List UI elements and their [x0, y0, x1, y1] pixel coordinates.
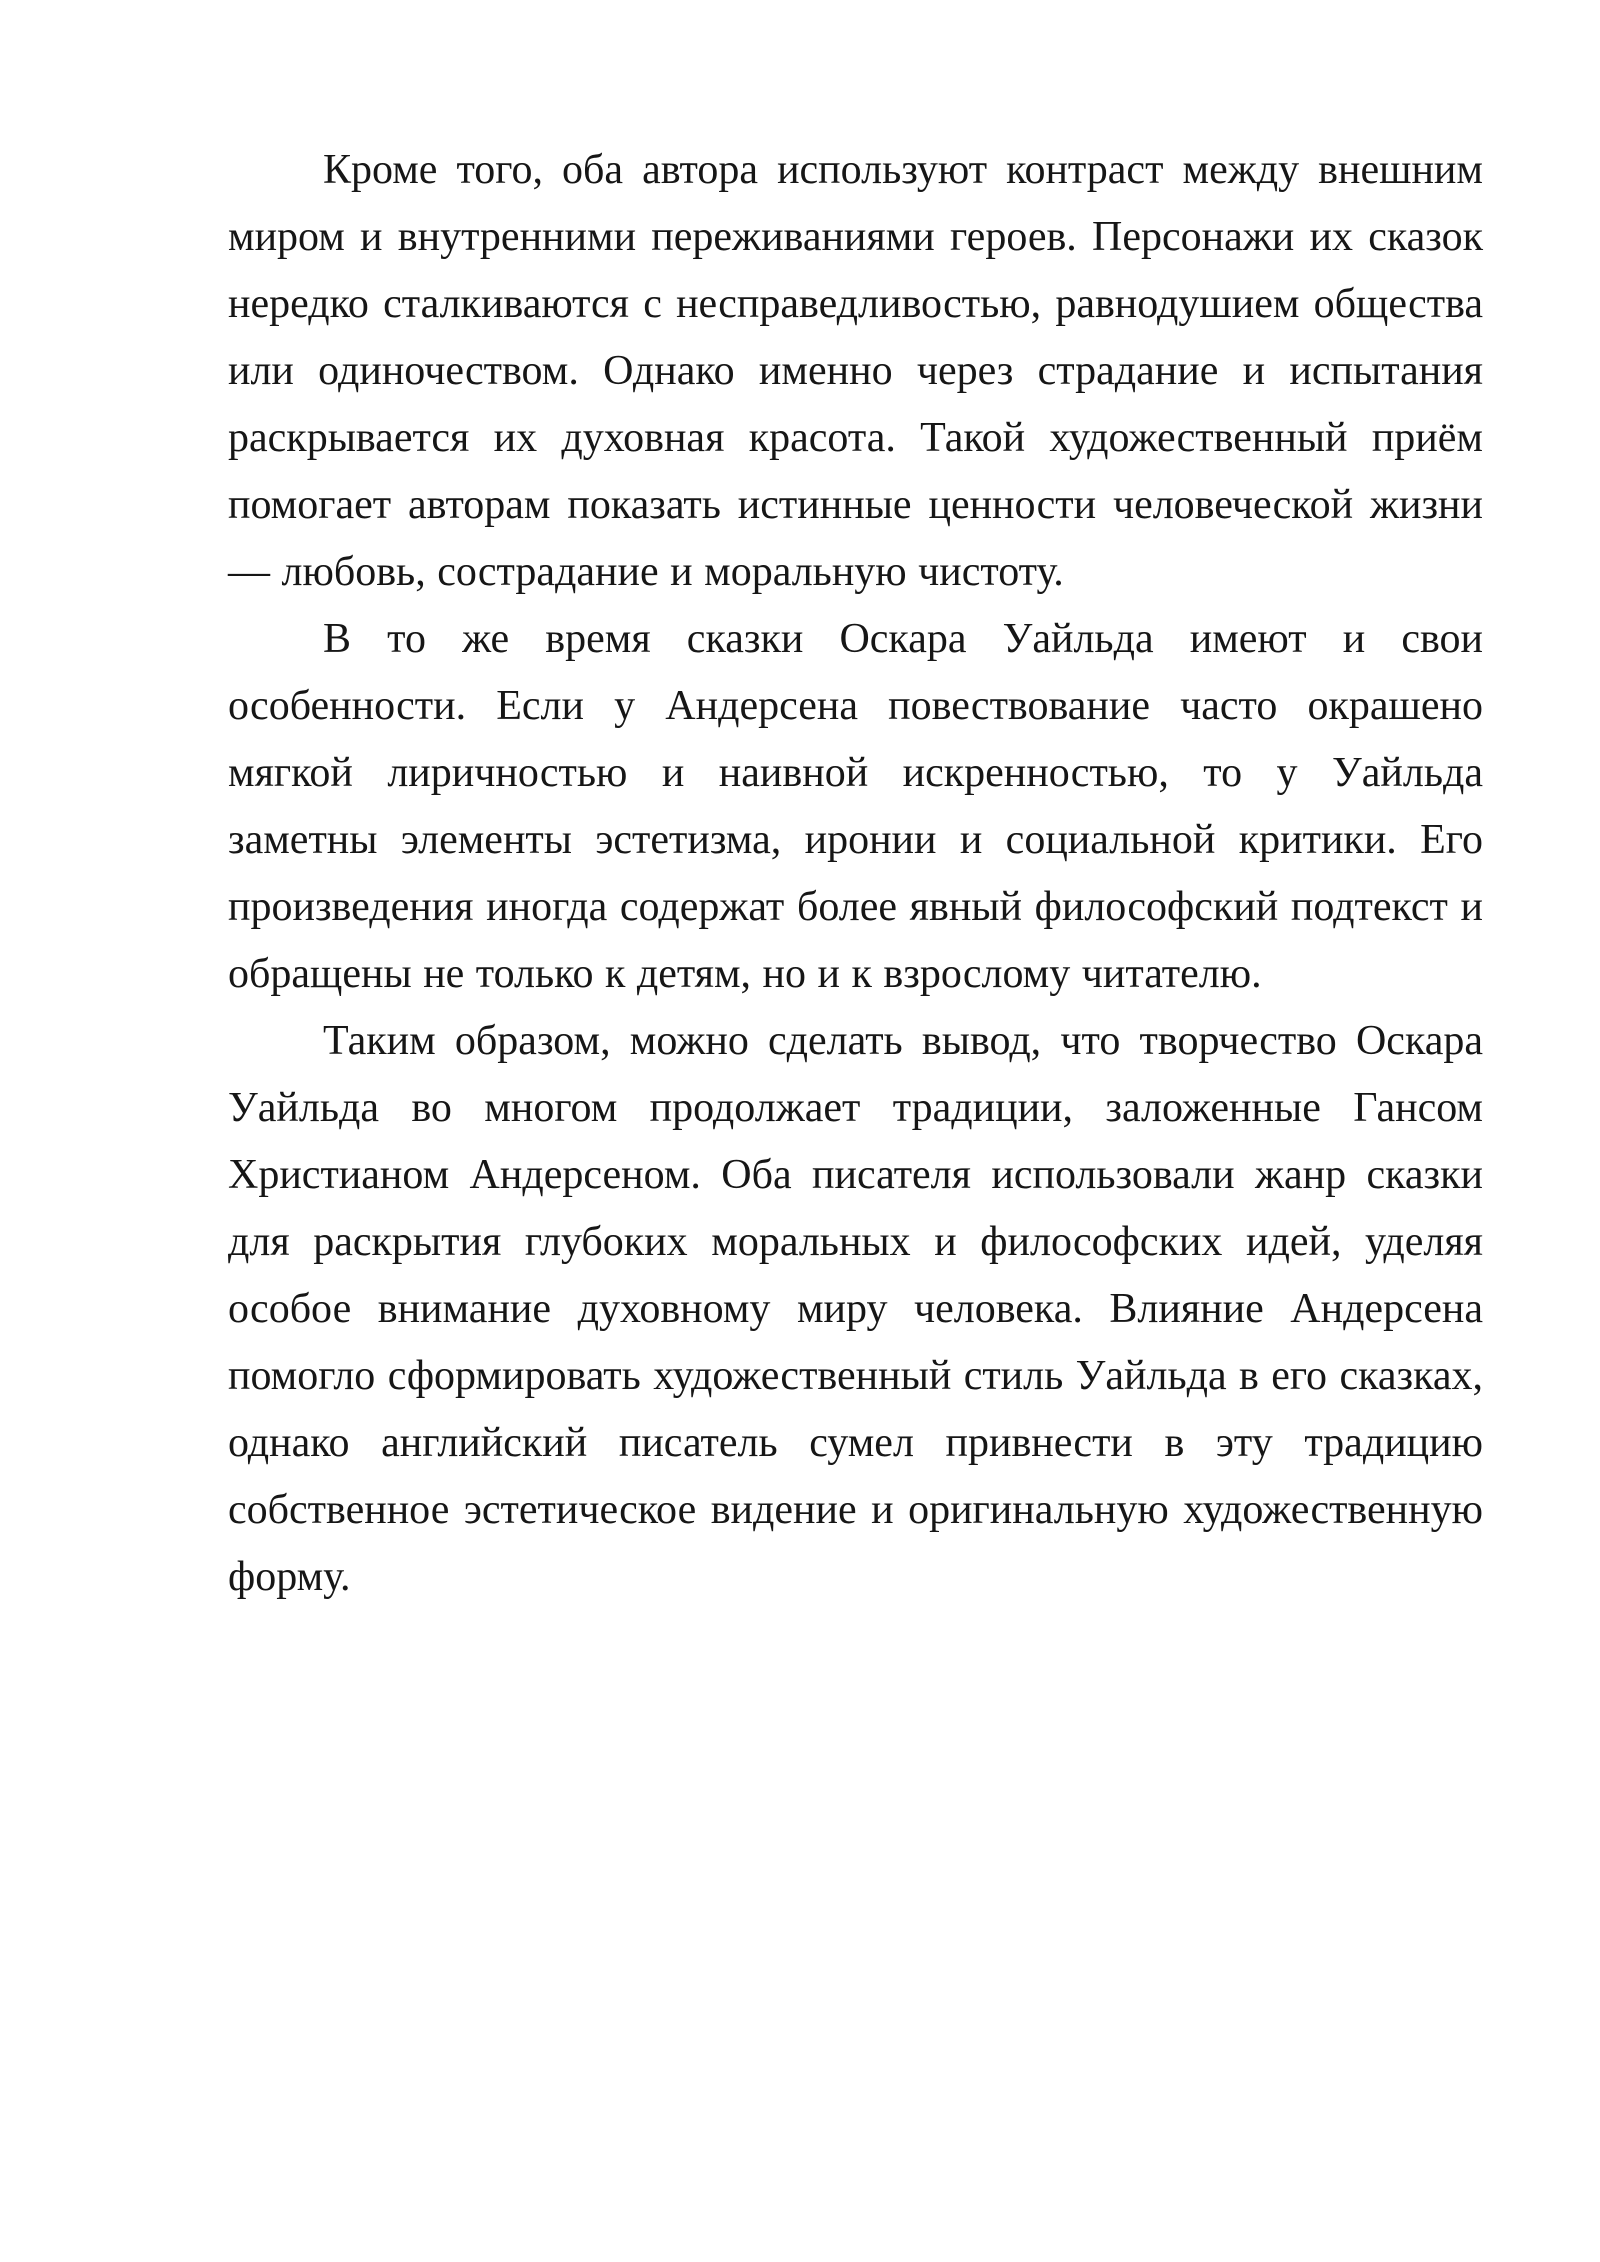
paragraph-wilde-features: В то же время сказки Оскара Уайльда имеют и свои особенности. Если у Андерсена повествование часто окрашено мягкой лиричностью и наивной искренностью, то у Уайльда заметны элементы эстетизма, иронии и социальной критики. Его произведения иногда содержат более явный философский подтекст и обращены не только к детям, но и к взрослому читателю. — [228, 616, 1483, 997]
paragraph-conclusion: Таким образом, можно сделать вывод, что творчество Оскара Уайльда во многом продолжает традиции, заложенные Гансом Христианом Андерсеном. Оба писателя использовали жанр сказки для раскрытия глубоких моральных и философских идей, уделяя особое внимание духовному миру человека. Влияние Андерсена помогло сформировать художественный стиль Уайльда в его сказках, однако английский писатель сумел привнести в эту традицию собственное эстетическое видение и оригинальную художественную форму. — [228, 1018, 1483, 1600]
paragraph-contrast-device: Кроме того, оба автора используют контраст между внешним миром и внутренними переживаниями героев. Персонажи их сказок нередко сталкиваются с несправедливостью, равнодушием общества или одиночеством. Однако именно через страдание и испытания раскрывается их духовная красота. Такой художественный приём помогает авторам показать истинные ценности человеческой жизни — любовь, сострадание и моральную чистоту. — [228, 147, 1483, 595]
text-block — [228, 137, 1483, 1611]
